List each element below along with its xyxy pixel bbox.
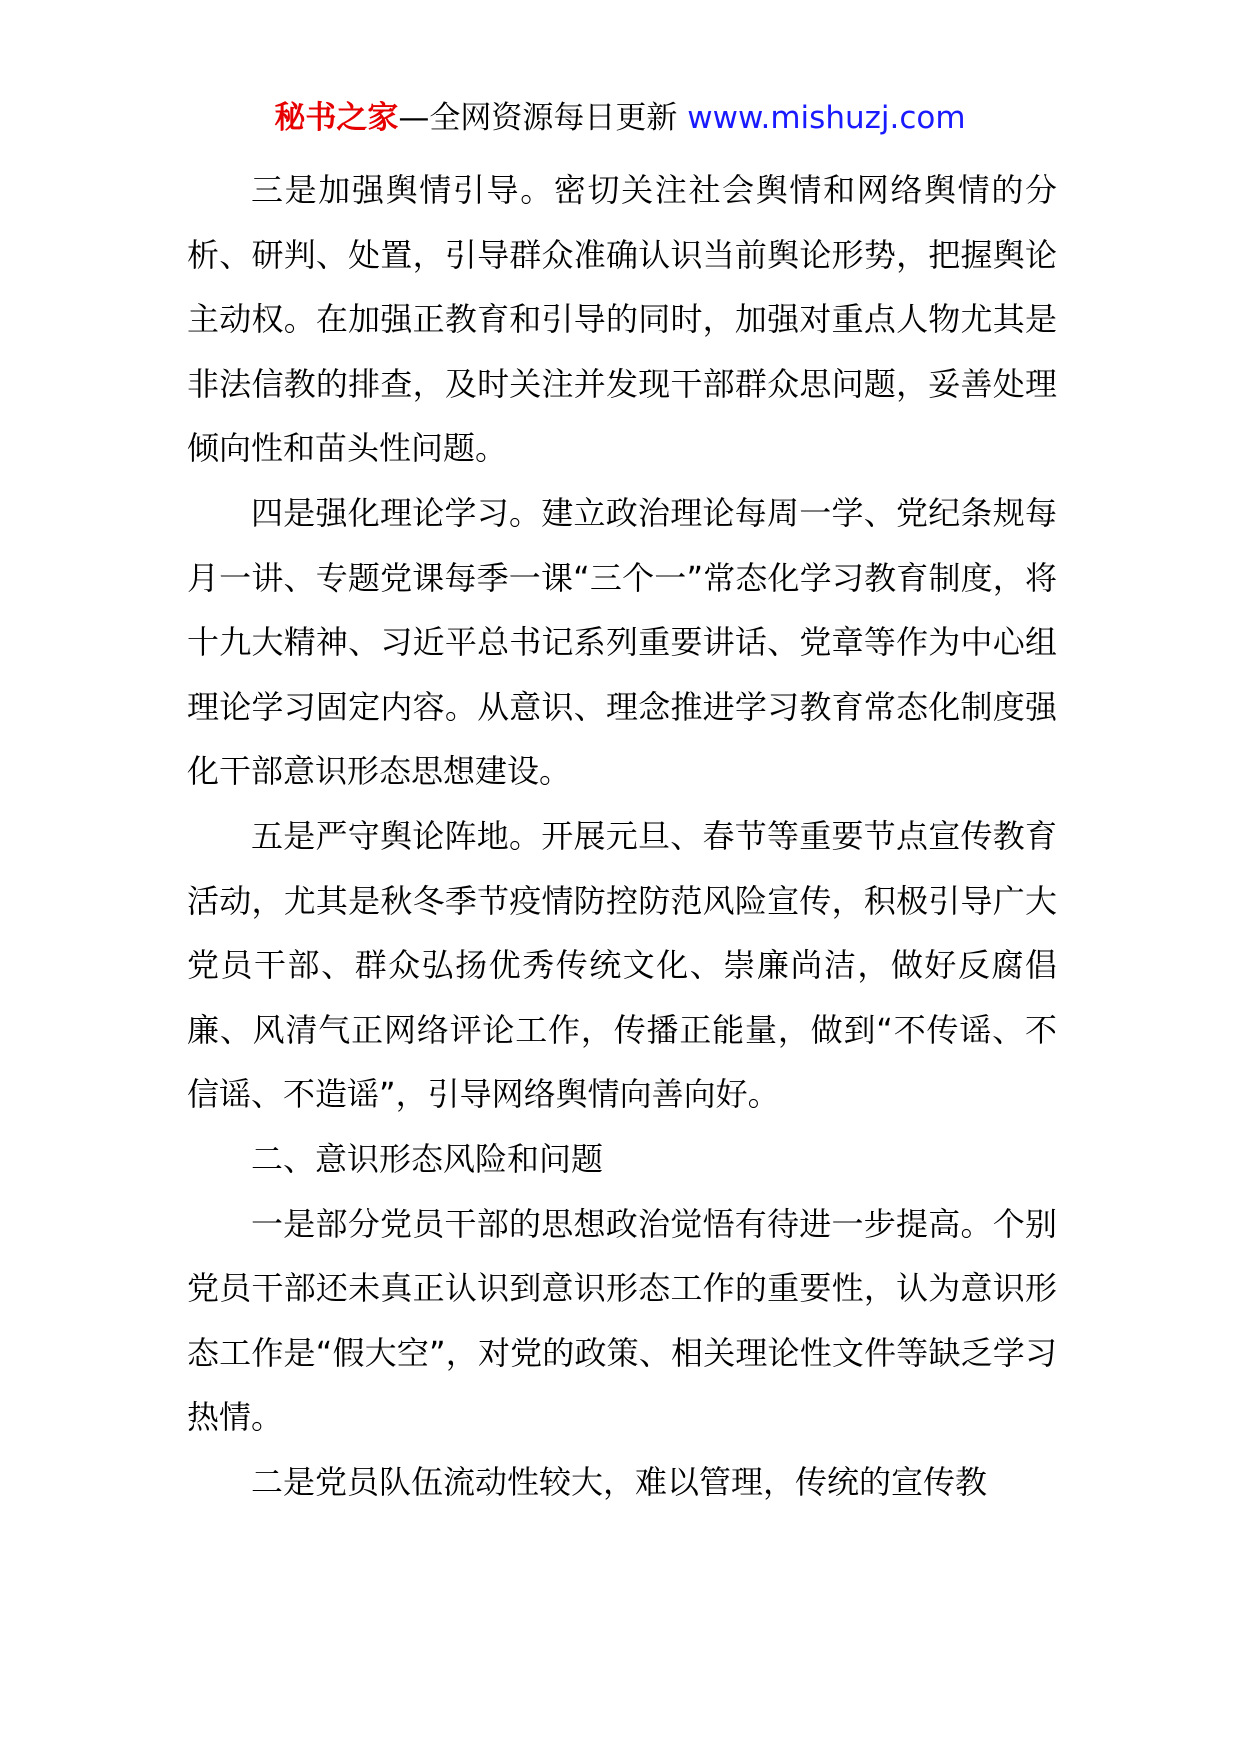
brand-name: 秘书之家 xyxy=(274,100,399,136)
header-tagline: —全网资源每日更新 xyxy=(398,100,688,136)
page-header xyxy=(0,96,1240,140)
document-body xyxy=(187,158,1057,1514)
site-url-link[interactable]: www.mishuzj.com xyxy=(687,100,966,136)
paragraph-2: 四是强化理论学习。建立政治理论每周一学、党纪条规每月一讲、专题党课每季一课“三个一”常态化学习教育制度，将十九大精神、习近平总书记系列重要讲话、党章等作为中心组理论学习固定内容。从意识、理念推进学习教育常态化制度强化干部意识形态思想建设。 xyxy=(187,493,1057,791)
paragraph-1: 三是加强舆情引导。密切关注社会舆情和网络舆情的分析、研判、处置，引导群众准确认识当前舆论形势，把握舆论主动权。在加强正教育和引导的同时，加强对重点人物尤其是非法信教的排查，及时关注并发现干部群众思问题，妥善处理倾向性和苗头性问题。 xyxy=(187,171,1057,468)
paragraph-5: 二是党员队伍流动性较大，难以管理，传统的宣传教 xyxy=(251,1462,988,1501)
paragraph-3: 五是严守舆论阵地。开展元旦、春节等重要节点宣传教育活动，尤其是秋冬季节疫情防控防范风险宣传，积极引导广大党员干部、群众弘扬优秀传统文化、崇廉尚洁，做好反腐倡廉、风清气正网络评论工作，传播正能量，做到“不传谣、不信谣、不造谣”，引导网络舆情向善向好。 xyxy=(187,816,1057,1114)
paragraph-4: 一是部分党员干部的思想政治觉悟有待进一步提高。个别党员干部还未真正认识到意识形态工作的重要性，认为意识形态工作是“假大空”，对党的政策、相关理论性文件等缺乏学习热情。 xyxy=(187,1204,1057,1437)
section-heading: 二、意识形态风险和问题 xyxy=(251,1139,604,1178)
